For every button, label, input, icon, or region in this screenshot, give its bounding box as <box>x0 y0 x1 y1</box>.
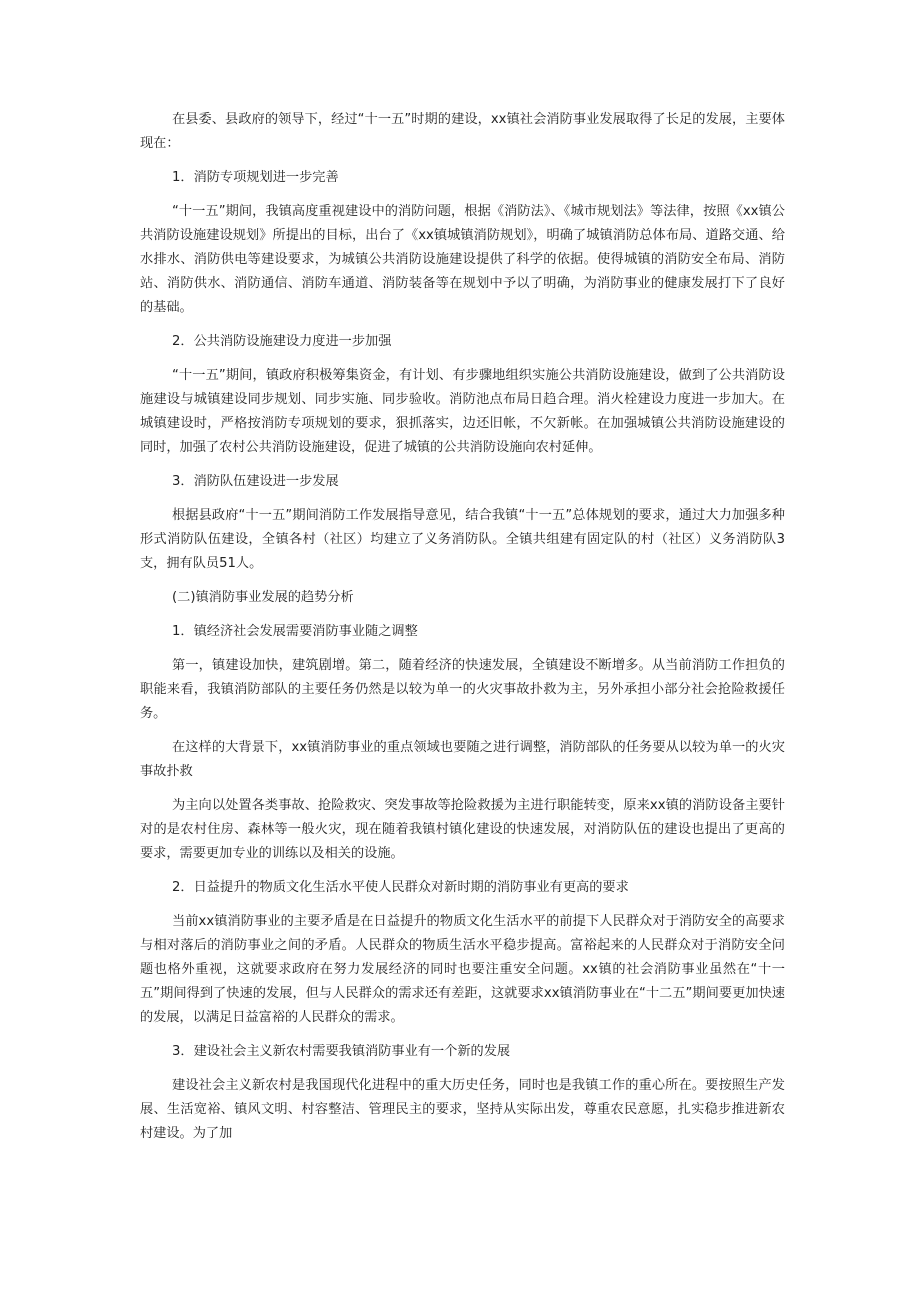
background-paragraph: 在这样的大背景下，xx镇消防事业的重点领域也要随之进行调整，消防部队的任务要从以较为单一的火灾事故扑救 <box>140 740 785 779</box>
economy-paragraph: 第一，镇建设加快，建筑剧增。第二，随着经济的快速发展，全镇建设不断增多。从当前消防工作担负的职能来看，我镇消防部队的主要任务仍然是以较为单一的火灾事故扑救为主，另外承担小部分社会抢险救援任务。 <box>140 658 785 721</box>
document-page <box>140 108 785 1156</box>
living-standard-paragraph: 当前xx镇消防事业的主要矛盾是在日益提升的物质文化生活水平的前提下人民群众对于消防安全的高要求与相对落后的消防事业之间的矛盾。人民群众的物质生活水平稳步提高。富裕起来的人民群众对于消防安全问题也格外重视，这就要求政府在努力发展经济的同时也要注重安全问题。xx镇的社会消防事业虽然在“十一五”期间得到了快速的发展，但与人民群众的需求还有差距，这就要求xx镇消防事业在“十二五”期间要更加快速的发展，以满足日益富裕的人民群众的需求。 <box>140 914 785 1025</box>
chapter-heading-trend: (二)镇消防事业发展的趋势分析 <box>172 590 354 605</box>
planning-paragraph: “十一五”期间，我镇高度重视建设中的消防问题，根据《消防法》、《城市规划法》等法律，按照《xx镇公共消防设施建设规划》所提出的目标，出台了《xx镇城镇消防规划》，明确了城镇消防总体布局、道路交通、给水排水、消防供电等建设要求，为城镇公共消防设施建设提供了科学的依据。使得城镇的消防安全布局、消防站、消防供水、消防通信、消防车通道、消防装备等在规划中予以了明确，为消防事业的健康发展打下了良好的基础。 <box>140 204 785 315</box>
section-heading-planning: 1．消防专项规划进一步完善 <box>172 170 339 185</box>
section-heading-new-countryside: 3．建设社会主义新农村需要我镇消防事业有一个新的发展 <box>172 1044 511 1059</box>
transition-paragraph: 为主向以处置各类事故、抢险救灾、突发事故等抢险救援为主进行职能转变，原来xx镇的消防设备主要针对的是农村住房、森林等一般火灾，现在随着我镇村镇化建设的快速发展，对消防队伍的建设也提出了更高的要求，需要更加专业的训练以及相关的设施。 <box>140 798 785 861</box>
section-heading-facilities: 2．公共消防设施建设力度进一步加强 <box>172 334 392 349</box>
section-heading-living-standard: 2．日益提升的物质文化生活水平使人民群众对新时期的消防事业有更高的要求 <box>172 880 629 895</box>
facilities-paragraph: “十一五”期间，镇政府积极筹集资金，有计划、有步骤地组织实施公共消防设施建设，做到了公共消防设施建设与城镇建设同步规划、同步实施、同步验收。消防池点布局日趋合理。消火栓建设力度进一步加大。在城镇建设时，严格按消防专项规划的要求，狠抓落实，边还旧帐，不欠新帐。在加强城镇公共消防设施建设的同时，加强了农村公共消防设施建设，促进了城镇的公共消防设施向农村延伸。 <box>140 368 785 455</box>
intro-paragraph: 在县委、县政府的领导下，经过“十一五”时期的建设，xx镇社会消防事业发展取得了长足的发展，主要体现在： <box>140 112 785 151</box>
team-paragraph: 根据县政府“十一五”期间消防工作发展指导意见，结合我镇“十一五”总体规划的要求，通过大力加强多种形式消防队伍建设，全镇各村（社区）均建立了义务消防队。全镇共组建有固定队的村（社区）义务消防队3支，拥有队员51人。 <box>140 508 785 571</box>
new-countryside-paragraph: 建设社会主义新农村是我国现代化进程中的重大历史任务，同时也是我镇工作的重心所在。要按照生产发展、生活宽裕、镇风文明、村容整洁、管理民主的要求，坚持从实际出发，尊重农民意愿，扎实稳步推进新农村建设。为了加 <box>140 1078 785 1141</box>
section-heading-economy: 1．镇经济社会发展需要消防事业随之调整 <box>172 624 418 639</box>
section-heading-team: 3．消防队伍建设进一步发展 <box>172 474 339 489</box>
